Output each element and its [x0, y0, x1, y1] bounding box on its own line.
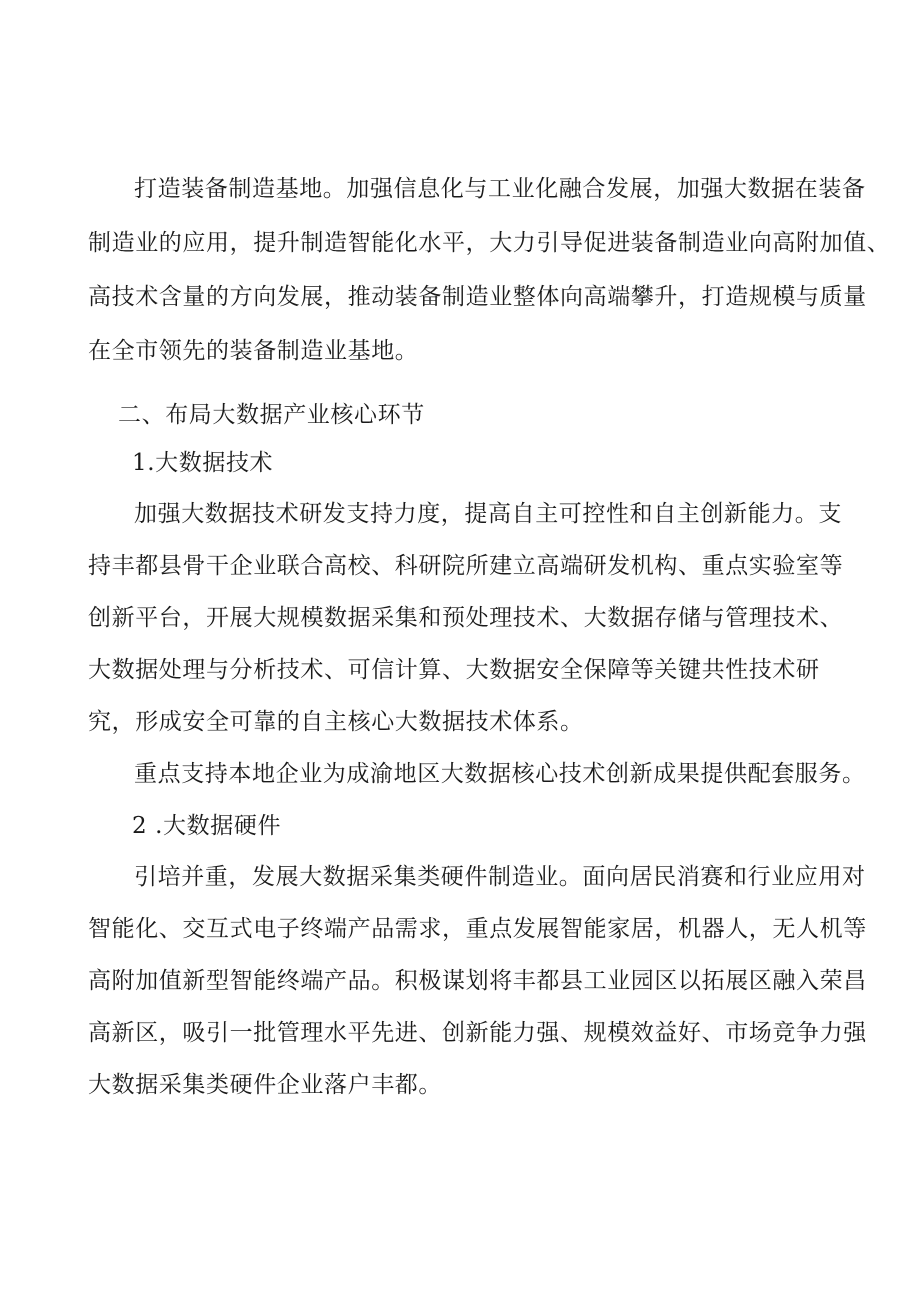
paragraph-1-line-3: 高技术含量的方向发展，推动装备制造业整体向高端攀升，打造规模与质量: [88, 284, 867, 310]
paragraph-1-line-1: 打造装备制造基地。加强信息化与工业化融合发展，加强大数据在装备: [134, 176, 866, 202]
subsection-2-heading: 2 .大数据硬件: [132, 813, 282, 839]
subsection-1-heading: 1.大数据技术: [132, 450, 274, 476]
paragraph-4-line-2: 智能化、交互式电子终端产品需求，重点发展智能家居，机器人，无人机等: [88, 916, 867, 942]
paragraph-2-line-2: 持丰都县骨干企业联合高校、科研院所建立高端研发机构、重点实验室等: [88, 553, 844, 579]
paragraph-1-line-4: 在全市领先的装备制造业基地。: [88, 338, 419, 364]
section-heading: 二、布局大数据产业核心环节: [118, 402, 425, 428]
paragraph-4-line-4: 高新区，吸引一批管理水平先进、创新能力强、规模效益好、市场竞争力强: [88, 1020, 867, 1046]
paragraph-4-line-3: 高附加值新型智能终端产品。积极谋划将丰都县工业园区以拓展区融入荣昌: [88, 968, 867, 994]
paragraph-2-line-1: 加强大数据技术研发支持力度，提高自主可控性和自主创新能力。支: [134, 501, 842, 527]
paragraph-2-line-4: 大数据处理与分析技术、可信计算、大数据安全保障等关键共性技术研: [88, 657, 820, 683]
paragraph-1-line-2: 制造业的应用，提升制造智能化水平，大力引导促进装备制造业向高附加值、: [88, 230, 891, 256]
paragraph-4-line-5: 大数据采集类硬件企业落户丰都。: [88, 1072, 442, 1098]
paragraph-2-line-3: 创新平台，开展大规模数据采集和预处理技术、大数据存储与管理技术、: [88, 605, 844, 631]
paragraph-2-line-5: 究，形成安全可靠的自主核心大数据技术体系。: [88, 709, 584, 735]
paragraph-4-line-1: 引培并重，发展大数据采集类硬件制造业。面向居民消赛和行业应用对: [134, 864, 866, 890]
paragraph-3-line-1: 重点支持本地企业为成渝地区大数据核心技术创新成果提供配套服务。: [134, 761, 866, 787]
